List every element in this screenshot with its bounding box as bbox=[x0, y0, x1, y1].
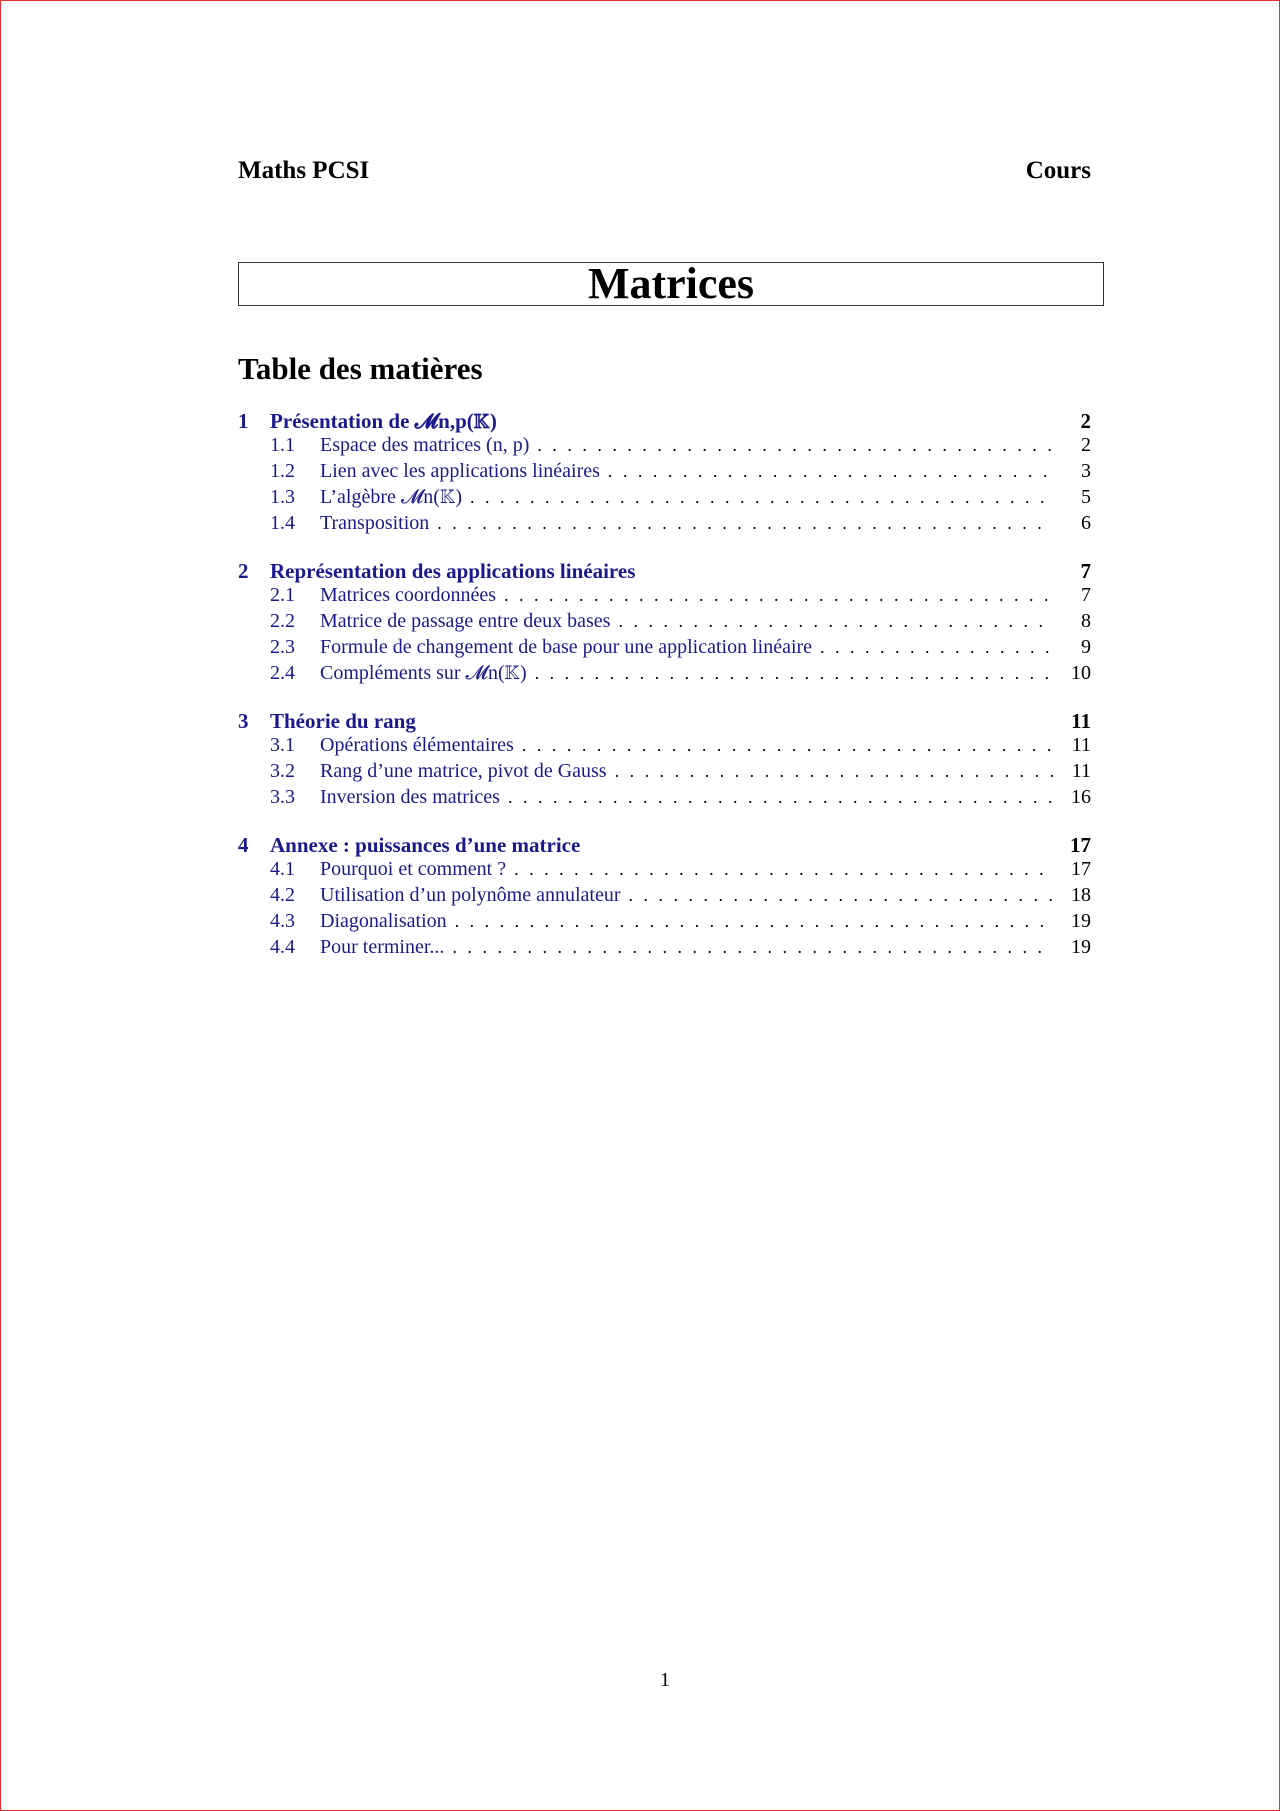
toc-subsection-link[interactable] bbox=[238, 858, 1091, 884]
subsection-page: 11 bbox=[1071, 760, 1091, 782]
dot-leader bbox=[615, 761, 1053, 782]
section-page: 17 bbox=[1070, 833, 1091, 857]
subsection-title: Diagonalisation bbox=[320, 910, 447, 932]
subsection-title: Formule de changement de base pour une application linéaire bbox=[320, 636, 813, 658]
subsection-page: 19 bbox=[1071, 936, 1091, 958]
subsection-number: 3.3 bbox=[270, 786, 295, 808]
subsection-page: 10 bbox=[1071, 662, 1091, 684]
section-number: 1 bbox=[238, 409, 249, 433]
subsection-number: 2.4 bbox=[270, 662, 295, 684]
toc-subsection-link[interactable] bbox=[238, 786, 1091, 812]
subsection-page: 6 bbox=[1081, 512, 1091, 534]
toc-subsection-link[interactable] bbox=[238, 636, 1091, 662]
dot-leader bbox=[618, 611, 1053, 632]
section-title: Annexe : puissances d’une matrice bbox=[270, 833, 581, 857]
subsection-number: 1.4 bbox=[270, 512, 295, 534]
subsection-page: 11 bbox=[1071, 734, 1091, 756]
dot-leader bbox=[820, 637, 1053, 658]
subsection-number: 3.1 bbox=[270, 734, 295, 756]
dot-leader bbox=[535, 663, 1053, 684]
subsection-title: Espace des matrices (n, p) bbox=[320, 434, 530, 456]
subsection-title: Opérations élémentaires bbox=[320, 734, 514, 756]
subsection-page: 7 bbox=[1081, 584, 1091, 606]
subsection-page: 16 bbox=[1071, 786, 1091, 808]
subsection-title: Matrices coordonnées bbox=[320, 584, 497, 606]
toc-section-link[interactable] bbox=[238, 409, 1091, 434]
subsection-title: Lien avec les applications linéaires bbox=[320, 460, 600, 482]
toc-subsection-link[interactable] bbox=[238, 936, 1091, 962]
subsection-number: 4.1 bbox=[270, 858, 295, 880]
subsection-number: 1.1 bbox=[270, 434, 295, 456]
dot-leader bbox=[514, 859, 1053, 880]
toc-subsection-link[interactable] bbox=[238, 910, 1091, 936]
toc-section bbox=[238, 559, 1091, 688]
subsection-title: Matrice de passage entre deux bases bbox=[320, 610, 611, 632]
subsection-page: 5 bbox=[1081, 486, 1091, 508]
toc-subsection-link[interactable] bbox=[238, 584, 1091, 610]
table-of-contents bbox=[238, 409, 1091, 983]
section-number: 2 bbox=[238, 559, 249, 583]
subsection-page: 2 bbox=[1081, 434, 1091, 456]
subsection-number: 4.4 bbox=[270, 936, 295, 958]
subsection-number: 1.3 bbox=[270, 486, 295, 508]
subsection-number: 2.2 bbox=[270, 610, 295, 632]
subsection-title: Transposition bbox=[320, 512, 430, 534]
toc-subsection-link[interactable] bbox=[238, 884, 1091, 910]
toc-subsection-link[interactable] bbox=[238, 460, 1091, 486]
subsection-page: 19 bbox=[1071, 910, 1091, 932]
subsection-number: 4.2 bbox=[270, 884, 295, 906]
dot-leader bbox=[522, 735, 1053, 756]
dot-leader bbox=[452, 937, 1053, 958]
dot-leader bbox=[537, 435, 1053, 456]
toc-section-link[interactable] bbox=[238, 559, 1091, 584]
document-title: Matrices bbox=[587, 259, 755, 308]
subsection-number: 2.1 bbox=[270, 584, 295, 606]
subsection-title: Utilisation d’un polynôme annulateur bbox=[320, 884, 621, 906]
toc-subsection-link[interactable] bbox=[238, 434, 1091, 460]
toc-subsection-link[interactable] bbox=[238, 760, 1091, 786]
subsection-title: Rang d’une matrice, pivot de Gauss bbox=[320, 760, 607, 782]
dot-leader bbox=[504, 585, 1053, 606]
section-page: 11 bbox=[1071, 709, 1091, 733]
subsection-title: Pourquoi et comment ? bbox=[320, 858, 507, 880]
dot-leader bbox=[629, 885, 1054, 906]
toc-subsection-link[interactable] bbox=[238, 662, 1091, 688]
dot-leader bbox=[470, 487, 1053, 508]
subsection-title: Pour terminer... bbox=[320, 936, 445, 958]
subsection-number: 1.2 bbox=[270, 460, 295, 482]
section-title: Théorie du rang bbox=[270, 709, 416, 733]
subsection-page: 9 bbox=[1081, 636, 1091, 658]
subsection-title: Compléments sur 𝓜n(𝕂) bbox=[320, 662, 527, 684]
section-page: 7 bbox=[1080, 559, 1091, 583]
subsection-page: 17 bbox=[1071, 858, 1091, 880]
section-title: Représentation des applications linéaires bbox=[270, 559, 636, 583]
subsection-page: 18 bbox=[1071, 884, 1091, 906]
toc-subsection-link[interactable] bbox=[238, 512, 1091, 538]
section-title: Présentation de 𝓜n,p(𝕂) bbox=[270, 409, 497, 433]
section-page: 2 bbox=[1080, 409, 1091, 433]
toc-subsection-link[interactable] bbox=[238, 734, 1091, 760]
toc-section bbox=[238, 409, 1091, 538]
toc-section bbox=[238, 833, 1091, 962]
toc-subsection-link[interactable] bbox=[238, 610, 1091, 636]
title-box bbox=[238, 259, 1104, 308]
toc-section-link[interactable] bbox=[238, 709, 1091, 734]
toc-section bbox=[238, 709, 1091, 812]
dot-leader bbox=[608, 461, 1053, 482]
toc-subsection-link[interactable] bbox=[238, 486, 1091, 512]
toc-heading: Table des matières bbox=[238, 351, 483, 386]
dot-leader bbox=[508, 787, 1053, 808]
header-right: Cours bbox=[1025, 157, 1091, 184]
subsection-page: 3 bbox=[1081, 460, 1091, 482]
toc-section-link[interactable] bbox=[238, 833, 1091, 858]
section-number: 4 bbox=[238, 833, 249, 857]
page-header bbox=[238, 157, 1091, 185]
subsection-number: 4.3 bbox=[270, 910, 295, 932]
dot-leader bbox=[455, 911, 1053, 932]
dot-leader bbox=[437, 513, 1053, 534]
subsection-title: Inversion des matrices bbox=[320, 786, 500, 808]
subsection-page: 8 bbox=[1081, 610, 1091, 632]
subsection-number: 2.3 bbox=[270, 636, 295, 658]
subsection-number: 3.2 bbox=[270, 760, 295, 782]
header-left: Maths PCSI bbox=[238, 157, 370, 184]
section-number: 3 bbox=[238, 709, 249, 733]
page-number: 1 bbox=[660, 1669, 670, 1691]
subsection-title: L’algèbre 𝓜n(𝕂) bbox=[320, 486, 462, 508]
